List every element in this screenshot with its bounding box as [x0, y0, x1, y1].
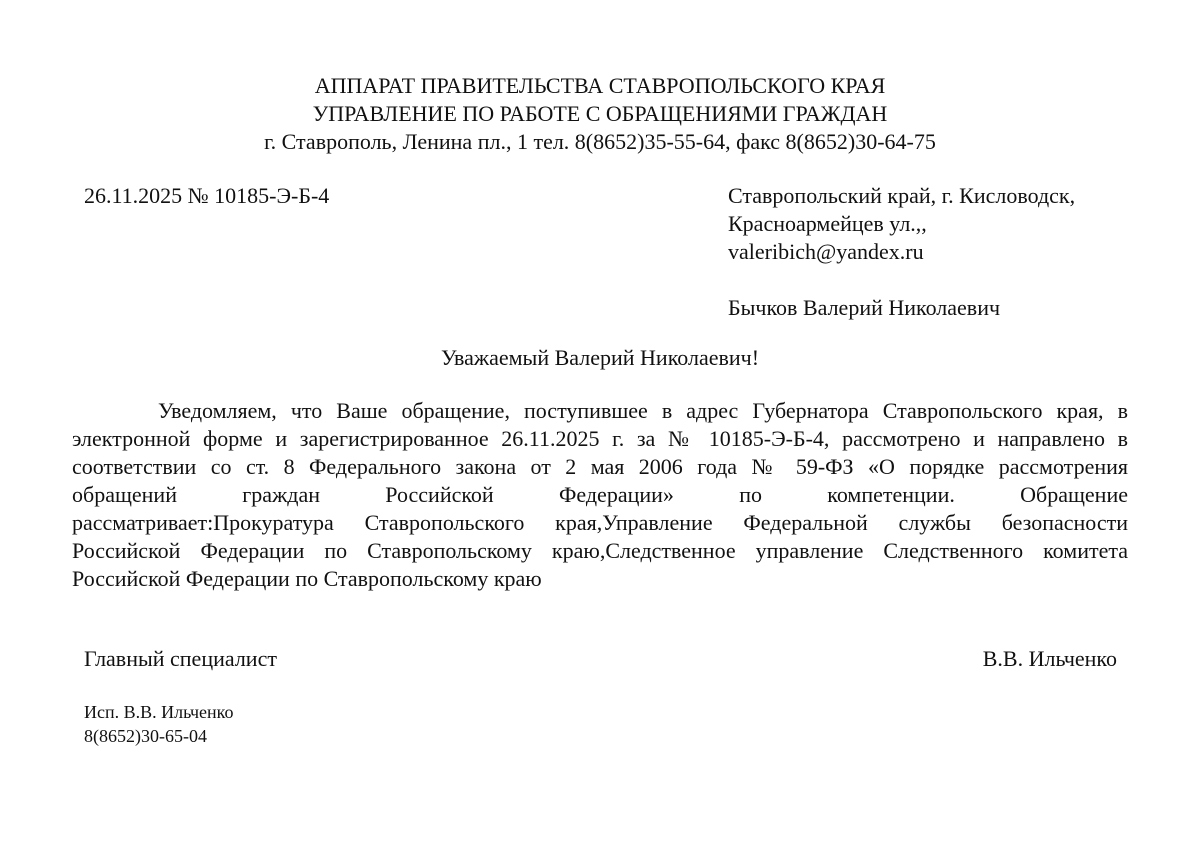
- signatory-name: В.В. Ильченко: [982, 646, 1117, 671]
- recipient-email: valeribich@yandex.ru: [728, 239, 924, 264]
- body-line: рассматривает:Прокуратура Ставропольского края,Управление Федеральной службы безопасности: [72, 510, 1128, 535]
- body-line: Уведомляем, что Ваше обращение, поступившее в адрес Губернатора Ставропольского края, в: [158, 398, 1128, 423]
- body-line: Российской Федерации по Ставропольскому краю: [72, 566, 542, 591]
- body-line: обращений граждан Российской Федерации» по компетенции. Обращение: [72, 482, 1128, 507]
- executor-name: Исп. В.В. Ильченко: [84, 702, 234, 722]
- recipient-address-line1: Ставропольский край, г. Кисловодск,: [728, 183, 1076, 208]
- body-line: электронной форме и зарегистрированное 26.11.2025 г. за № 10185-Э-Б-4, рассмотрено и направлено в: [72, 426, 1128, 451]
- recipient-name: Бычков Валерий Николаевич: [728, 295, 1001, 320]
- executor-block: [84, 700, 233, 748]
- executor-phone: 8(8652)30-65-04: [84, 726, 207, 746]
- organization-name: АППАРАТ ПРАВИТЕЛЬСТВА СТАВРОПОЛЬСКОГО КРАЯ: [314, 73, 886, 98]
- department-name: УПРАВЛЕНИЕ ПО РАБОТЕ С ОБРАЩЕНИЯМИ ГРАЖДАН: [312, 101, 888, 126]
- body-line: Российской Федерации по Ставропольскому краю,Следственное управление Следственного комитета: [72, 538, 1128, 563]
- body-line: соответствии со ст. 8 Федерального закона от 2 мая 2006 года № 59-ФЗ «О порядке рассмотрения: [72, 454, 1128, 479]
- recipient-block: [728, 182, 1075, 322]
- letter-body: [72, 397, 1128, 593]
- organization-contacts: г. Ставрополь, Ленина пл., 1 тел. 8(8652)35-55-64, факс 8(8652)30-64-75: [264, 129, 936, 154]
- recipient-address-line2: Красноармейцев ул.,,: [728, 211, 927, 236]
- registration-number: 26.11.2025 № 10185-Э-Б-4: [84, 183, 330, 208]
- greeting: Уважаемый Валерий Николаевич!: [440, 345, 760, 370]
- signatory-position: Главный специалист: [84, 646, 277, 671]
- letterhead: [0, 72, 1200, 156]
